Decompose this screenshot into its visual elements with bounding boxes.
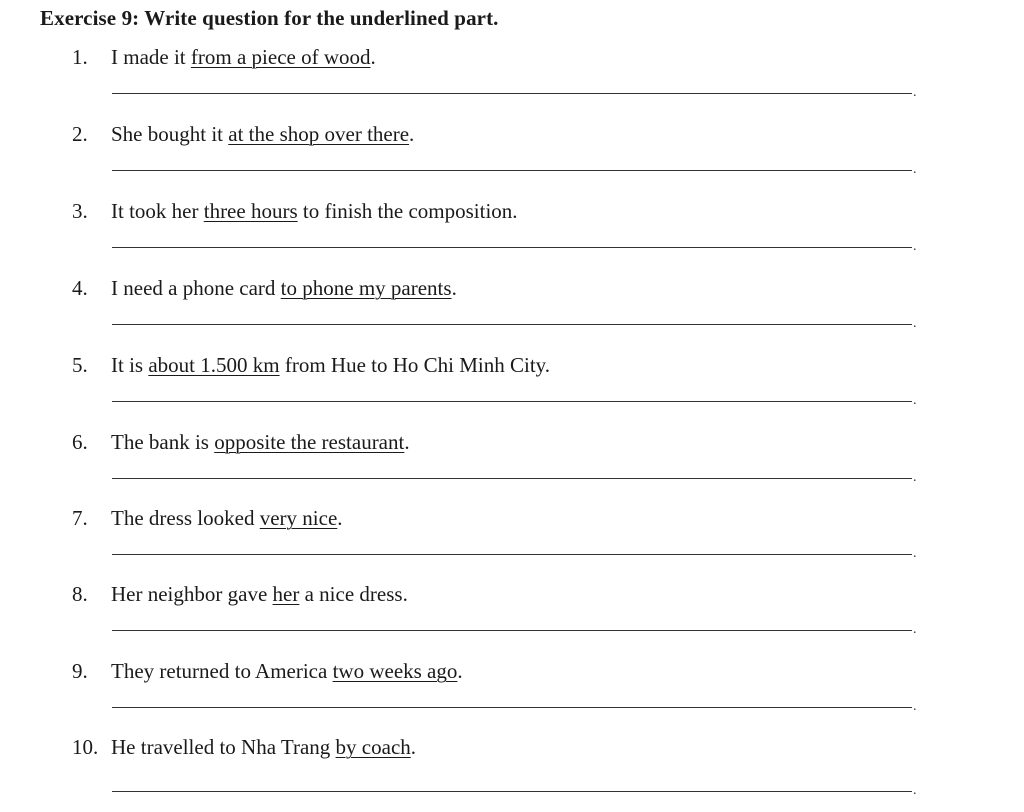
exercise-item-8 bbox=[0, 582, 1024, 659]
exercise-item-9 bbox=[0, 659, 1024, 736]
answer-line-end: . bbox=[913, 470, 917, 485]
exercise-title: Exercise 9: Write question for the underlined part. bbox=[40, 6, 499, 30]
underlined-part: from a piece of wood bbox=[190, 45, 371, 69]
underlined-part: her bbox=[272, 582, 300, 606]
underlined-part: at the shop over there bbox=[228, 122, 410, 146]
answer-line-end: . bbox=[913, 239, 917, 254]
item-sentence: They returned to America two weeks ago. bbox=[111, 659, 463, 683]
exercise-item-1 bbox=[0, 45, 1024, 122]
underlined-part: about 1.500 km bbox=[148, 353, 280, 377]
answer-line[interactable] bbox=[112, 478, 912, 479]
answer-line[interactable] bbox=[112, 170, 912, 171]
item-number: 7. bbox=[72, 506, 88, 530]
answer-line[interactable] bbox=[112, 630, 912, 631]
answer-line-end: . bbox=[913, 546, 917, 561]
item-sentence: It is about 1.500 km from Hue to Ho Chi Minh City. bbox=[111, 353, 551, 377]
item-number: 5. bbox=[72, 353, 88, 377]
item-number: 6. bbox=[72, 430, 88, 454]
exercise-item-5 bbox=[0, 353, 1024, 430]
underlined-part: three hours bbox=[203, 199, 298, 223]
exercise-item-2 bbox=[0, 122, 1024, 199]
answer-line[interactable] bbox=[112, 247, 912, 248]
item-sentence: She bought it at the shop over there. bbox=[111, 122, 415, 146]
exercise-item-7 bbox=[0, 506, 1024, 583]
underlined-part: by coach bbox=[335, 735, 411, 759]
answer-line[interactable] bbox=[112, 791, 912, 792]
answer-line-end: . bbox=[913, 393, 917, 408]
exercise-item-4 bbox=[0, 276, 1024, 353]
answer-line[interactable] bbox=[112, 93, 912, 94]
item-number: 4. bbox=[72, 276, 88, 300]
answer-line[interactable] bbox=[112, 554, 912, 555]
item-number: 10. bbox=[72, 735, 99, 759]
item-number: 8. bbox=[72, 582, 88, 606]
item-sentence: I made it from a piece of wood. bbox=[111, 45, 376, 69]
item-sentence: The dress looked very nice. bbox=[111, 506, 343, 530]
item-sentence: He travelled to Nha Trang by coach. bbox=[111, 735, 417, 759]
exercise-item-10 bbox=[0, 735, 1024, 812]
underlined-part: to phone my parents bbox=[280, 276, 452, 300]
item-number: 9. bbox=[72, 659, 88, 683]
answer-line[interactable] bbox=[112, 401, 912, 402]
item-number: 3. bbox=[72, 199, 88, 223]
exercise-item-6 bbox=[0, 430, 1024, 507]
answer-line-end: . bbox=[913, 783, 917, 798]
answer-line-end: . bbox=[913, 316, 917, 331]
item-sentence: It took her three hours to finish the composition. bbox=[111, 199, 518, 223]
exercise-item-3 bbox=[0, 199, 1024, 276]
answer-line-end: . bbox=[913, 622, 917, 637]
item-sentence: I need a phone card to phone my parents. bbox=[111, 276, 457, 300]
item-number: 2. bbox=[72, 122, 88, 146]
answer-line-end: . bbox=[913, 162, 917, 177]
answer-line[interactable] bbox=[112, 707, 912, 708]
answer-line[interactable] bbox=[112, 324, 912, 325]
answer-line-end: . bbox=[913, 699, 917, 714]
answer-line-end: . bbox=[913, 85, 917, 100]
underlined-part: two weeks ago bbox=[332, 659, 458, 683]
underlined-part: very nice bbox=[259, 506, 338, 530]
item-sentence: The bank is opposite the restaurant. bbox=[111, 430, 410, 454]
underlined-part: opposite the restaurant bbox=[214, 430, 405, 454]
item-number: 1. bbox=[72, 45, 88, 69]
item-sentence: Her neighbor gave her a nice dress. bbox=[111, 582, 408, 606]
